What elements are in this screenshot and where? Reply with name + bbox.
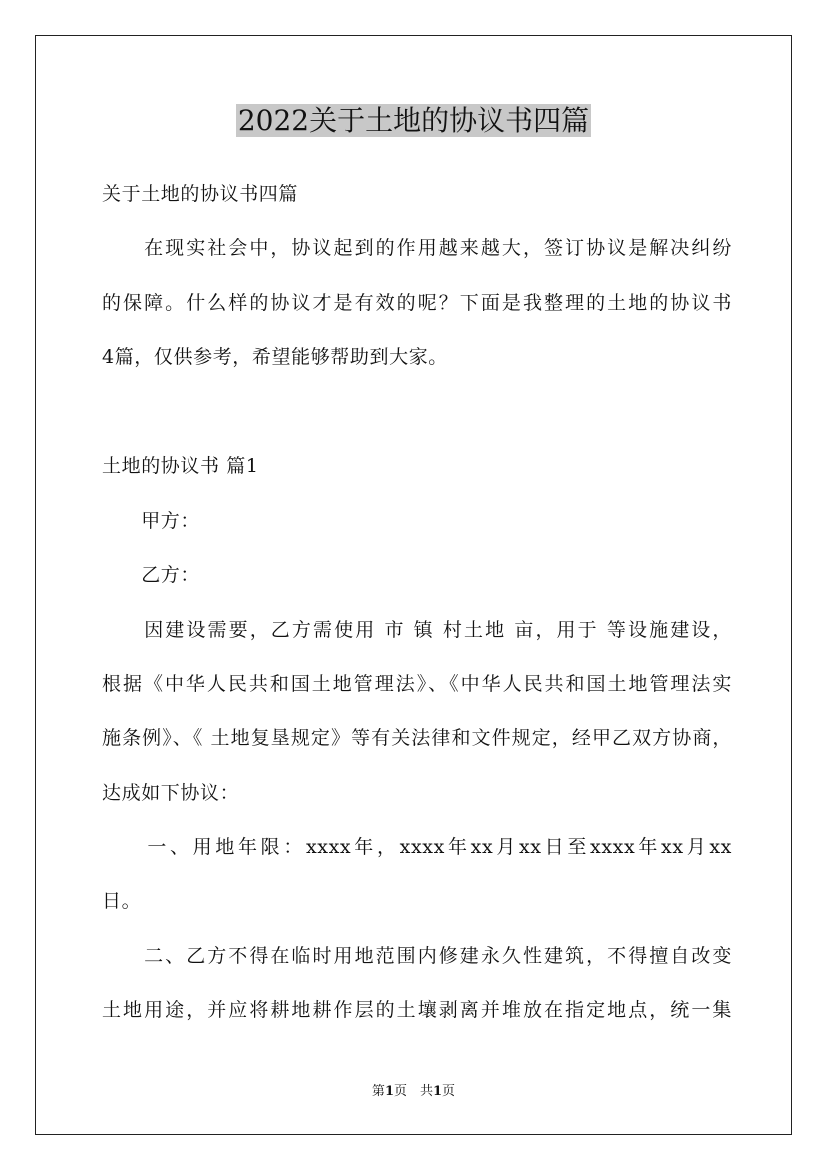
intro-line-3: 4篇，仅供参考，希望能够帮助到大家。 — [102, 346, 448, 368]
clause-1-line-1: 一、用地年限：xxxx年，xxxx年xx月xx日至xxxx年xx月xx — [102, 836, 732, 858]
document-subtitle: 关于土地的协议书四篇 — [102, 183, 299, 205]
paragraph-1-line-4: 达成如下协议： — [102, 782, 240, 804]
clause-1-line-2: 日。 — [102, 890, 142, 912]
footer-page-prefix: 第 — [371, 1084, 385, 1099]
intro-line-2: 的保障。什么样的协议才是有效的呢？下面是我整理的土地的协议书 — [102, 292, 732, 314]
footer-page-total: 1 — [433, 1084, 443, 1099]
section-heading: 土地的协议书 篇1 — [102, 455, 259, 477]
party-b-line: 乙方： — [102, 564, 201, 586]
document-title — [0, 98, 827, 144]
paragraph-1-line-3: 施条例》、《 土地复垦规定》等有关法律和文件规定，经甲乙双方协商， — [102, 727, 732, 749]
clause-2-line-1: 二、乙方不得在临时用地范围内修建永久性建筑，不得擅自改变 — [102, 945, 732, 967]
page-footer — [0, 1083, 827, 1101]
party-a-line: 甲方： — [102, 510, 201, 532]
document-title-text: 2022关于土地的协议书四篇 — [237, 104, 590, 137]
footer-page-suffix: 页 — [442, 1084, 456, 1099]
footer-page-current: 1 — [384, 1084, 394, 1099]
intro-line-1: 在现实社会中，协议起到的作用越来越大，签订协议是解决纠纷 — [102, 237, 732, 259]
clause-2-line-2: 土地用途，并应将耕地耕作层的土壤剥离并堆放在指定地点，统一集 — [102, 999, 732, 1021]
footer-page-mid: 页 共 — [393, 1084, 433, 1099]
paragraph-1-line-1: 因建设需要，乙方需使用 市 镇 村土地 亩，用于 等设施建设， — [102, 619, 732, 641]
paragraph-1-line-2: 根据《中华人民共和国土地管理法》、《中华人民共和国土地管理法实 — [102, 673, 732, 695]
